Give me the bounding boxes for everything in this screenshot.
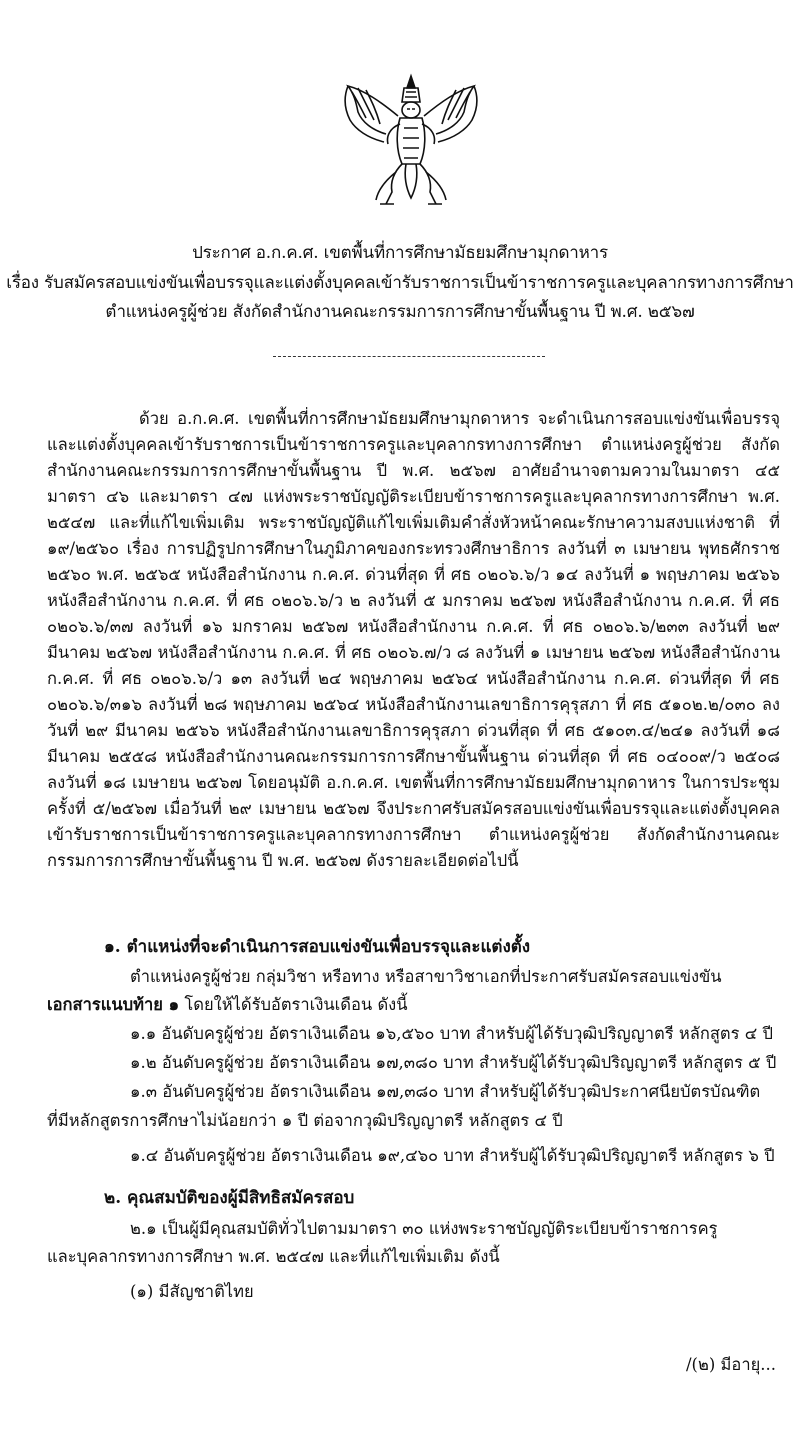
salary-intro-text: โดยให้ได้รับอัตราเงินเดือน ดังนี้ [179, 995, 408, 1014]
section-1-title: ๑. ตำแหน่งที่จะดำเนินการสอบแข่งขันเพื่อบรรจุและแต่งตั้ง [104, 937, 531, 957]
heading-divider [273, 356, 545, 357]
intro-paragraph: ด้วย อ.ก.ค.ศ. เขตพื้นที่การศึกษามัธยมศึกษามุกดาหาร จะดำเนินการสอบแข่งขันเพื่อบรรจุและแต่งตั้งบุคคลเข้ารับราชการเป็นข้าราชการครูและบุคลากรทางการศึกษา ตำแหน่งครูผู้ช่วย สังกัดสำนักงานคณะกรรมการการศึกษาขั้นพื้นฐาน ปี พ.ศ. ๒๕๖๗ อาศัยอำนาจตามความในมาตรา ๔๕ มาตรา ๔๖ และมาตรา ๔๗ แห่งพระราชบัญญัติระเบียบข้าราชการครูและบุคลากรทางการศึกษา พ.ศ. ๒๕๔๗ และที่แก้ไขเพิ่มเติม พระราชบัญญัติแก้ไขเพิ่มเติมคำสั่งหัวหน้าคณะรักษาความสงบแห่งชาติ ที่ ๑๙/๒๕๖๐ เรื่อง การปฏิรูปการศึกษาในภูมิภาคของกระทรวงศึกษาธิการ ลงวันที่ ๓ เมษายน พุทธศักราช ๒๕๖๐ พ.ศ. ๒๕๖๕ หนังสือสำนักงาน ก.ค.ศ. ด่วนที่สุด ที่ ศธ ๐๒๐๖.๖/ว ๑๔ ลงวันที่ ๑ พฤษภาคม ๒๕๖๖ หนังสือสำนักงาน ก.ค.ศ. ที่ ศธ ๐๒๐๖.๖/ว ๒ ลงวันที่ ๕ มกราคม ๒๕๖๗ หนังสือสำนักงาน ก.ค.ศ. ที่ ศธ ๐๒๐๖.๖/๓๗ ลงวันที่ ๑๖ มกราคม ๒๕๖๗ หนังสือสำนักงาน ก.ค.ศ. ที่ ศธ ๐๒๐๖.๖/๒๓๓ ลงวันที่ ๒๙ มีนาคม ๒๕๖๗ หนังสือสำนักงาน ก.ค.ศ. ที่ ศธ ๐๒๐๖.๗/ว ๘ ลงวันที่ ๑ เมษายน ๒๕๖๗ หนังสือสำนักงาน ก.ค.ศ. ที่ ศธ ๐๒๐๖.๖/ว ๑๓ ลงวันที่ ๒๔ พฤษภาคม ๒๕๖๔ หนังสือสำนักงาน ก.ค.ศ. ด่วนที่สุด ที่ ศธ ๐๒๐๖.๖/๓๑๖ ลงวันที่ ๒๘ พฤษภาคม ๒๕๖๔ หนังสือสำนักงานเลขาธิการคุรุสภา ที่ ศธ ๕๑๐๒.๒/๐๓๐ ลงวันที่ ๒๙ มีนาคม ๒๕๖๖ หนังสือสำนักงานเลขาธิการคุรุสภา ด่วนที่สุด ที่ ศธ ๕๑๐๓.๔/๒๔๑ ลงวันที่ ๑๘ มีนาคม ๒๕๕๘ หนังสือสำนักงานคณะกรรมการการศึกษาขั้นพื้นฐาน ด่วนที่สุด ที่ ศธ ๐๔๐๐๙/ว ๒๕๐๘ ลงวันที่ ๑๘ เมษายน ๒๕๖๗ โดยอนุมัติ อ.ก.ค.ศ. เขตพื้นที่การศึกษามัธยมศึกษามุกดาหาร ในการประชุมครั้งที่ ๕/๒๕๖๗ เมื่อวันที่ ๒๙ เมษายน ๒๕๖๗ จึงประกาศรับสมัครสอบแข่งขันเพื่อบรรจุและแต่งตั้งบุคคลเข้ารับราชการเป็นข้าราชการครูและบุคลากรทางการศึกษา ตำแหน่งครูผู้ช่วย สังกัดสำนักงานคณะกรรมการการศึกษาขั้นพื้นฐาน ปี พ.ศ. ๒๕๖๗ ดังรายละเอียดต่อไปนี้ [47, 409, 780, 870]
announcement-subject: เรื่อง รับสมัครสอบแข่งขันเพื่อบรรจุและแต่งตั้งบุคคลเข้ารับราชการเป็นข้าราชการครูและบุคลากรทางการศึกษา [6, 273, 794, 293]
continuation-marker: /(๒) มีอายุ... [685, 1355, 776, 1374]
qualification-2-1-cont: และบุคลากรทางการศึกษา พ.ศ. ๒๕๔๗ และที่แก้ไขเพิ่มเติม ดังนี้ [47, 1247, 500, 1266]
salary-item-1-2: ๑.๒ อันดับครูผู้ช่วย อัตราเงินเดือน ๑๗,๓๘๐ บาท สำหรับผู้ได้รับวุฒิปริญญาตรี หลักสูตร ๕ ปี [130, 1053, 777, 1072]
attachment-reference: เอกสารแนบท้าย ๑ [47, 995, 180, 1014]
announcement-issuer: ประกาศ อ.ก.ค.ศ. เขตพื้นที่การศึกษามัธยมศึกษามุกดาหาร [192, 243, 608, 263]
section-2-title: ๒. คุณสมบัติของผู้มีสิทธิสมัครสอบ [104, 1188, 355, 1208]
salary-item-1-1: ๑.๑ อันดับครูผู้ช่วย อัตราเงินเดือน ๑๖,๕๖๐ บาท สำหรับผู้ได้รับวุฒิปริญญาตรี หลักสูตร ๔ ปี [130, 1024, 773, 1043]
announcement-position: ตำแหน่งครูผู้ช่วย สังกัดสำนักงานคณะกรรมการการศึกษาขั้นพื้นฐาน ปี พ.ศ. ๒๕๖๗ [105, 302, 695, 322]
salary-item-1-4: ๑.๔ อันดับครูผู้ช่วย อัตราเงินเดือน ๑๙,๔๖๐ บาท สำหรับผู้ได้รับวุฒิปริญญาตรี หลักสูตร ๖ ปี [130, 1146, 775, 1165]
qualification-2-1: ๒.๑ เป็นผู้มีคุณสมบัติทั่วไปตามมาตรา ๓๐ แห่งพระราชบัญญัติระเบียบข้าราชการครู [130, 1219, 718, 1238]
salary-item-1-3: ๑.๓ อันดับครูผู้ช่วย อัตราเงินเดือน ๑๗,๓๘๐ บาท สำหรับผู้ได้รับวุฒิประกาศนียบัตรบัณฑิต [130, 1082, 761, 1101]
section-1-salary-intro [47, 992, 408, 1018]
qualification-item-1: (๑) มีสัญชาติไทย [130, 1282, 254, 1301]
section-1-line: ตำแหน่งครูผู้ช่วย กลุ่มวิชา หรือทาง หรือสาขาวิชาเอกที่ประกาศรับสมัครสอบแข่งขัน [130, 967, 722, 986]
garuda-emblem-icon [336, 72, 486, 214]
salary-item-1-3-cont: ที่มีหลักสูตรการศึกษาไม่น้อยกว่า ๑ ปี ต่อจากวุฒิปริญญาตรี หลักสูตร ๔ ปี [47, 1111, 563, 1130]
